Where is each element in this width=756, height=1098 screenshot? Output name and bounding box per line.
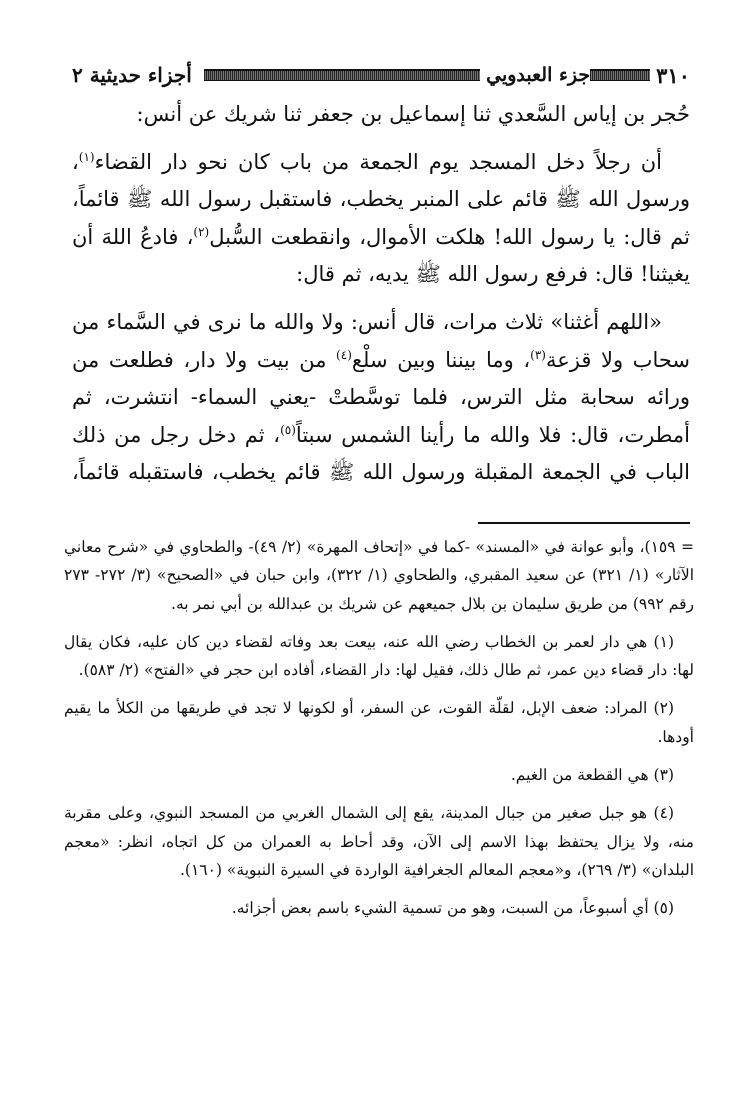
footnote-ref: (١) (78, 149, 95, 164)
paragraph-text: ، فادعُ اللهَ أن يغيثنا! قال: فرفع رسول الله ﷺ يديه، ثم قال: (72, 224, 690, 287)
isnad-text: حُجر بن إياس السَّعدي ثنا إسماعيل بن جعفر ثنا شريك عن أنس: (136, 102, 690, 126)
footnote-3: (٣) هي القطعة من الغيم. (510, 766, 674, 785)
paragraph-text: «اللهم أغثنا» ثلاث مرات، قال أنس: ولا والله ما نرى في السَّماء من سحاب ولا قزعة (72, 309, 690, 372)
paragraph-text: ، ثم دخل رجل من ذلك الباب في الجمعة المقبلة ورسول الله ﷺ قائم يخطب، فاستقبله قائماً، (72, 422, 690, 485)
paragraph-text: ، ورسول الله ﷺ قائم على المنبر يخطب، فاستقبل رسول الله ﷺ قائماً، ثم قال: يا رسول الله! هلكت الأموال، وانقطعت السُّبل (72, 149, 690, 249)
main-text (72, 96, 690, 492)
footnote-ref: (٥) (280, 422, 296, 437)
paragraph-text: ، وما بيننا وبين سلْع (351, 347, 531, 372)
footnote-ref: (٢) (193, 224, 210, 239)
page-number: ٣١٠ (656, 62, 690, 88)
footnote-separator (478, 522, 690, 524)
footnote-2: (٢) المراد: ضعف الإبل، لقلّة القوت، عن السفر، أو لكونها لا تجد في طريقها من الكلأ ما يقيم أودها. (64, 699, 694, 746)
footnote-4: (٤) هو جبل صغير من جبال المدينة، يقع إلى الشمال الغربي من المسجد النبوي، وعلى مقربة منه، ولا يزال يحتفظ بهذا الاسم إلى الآن، وقد أحاط به العمران من كل اتجاه، انظر: «معجم البلدان» (٣/ ٢٦٩)، و«معجم المعالم الجغرافية الواردة في السيرة النبوية» (١٦٠). (64, 804, 694, 879)
book-title: جزء العبدويي (486, 64, 591, 86)
hadith-paragraph (72, 304, 690, 492)
series-title: أجزاء حديثية ٢ (72, 63, 192, 87)
isnad-line (72, 96, 690, 134)
header-ornament-rule (590, 69, 650, 81)
footnotes (64, 533, 694, 923)
footnote-1: (١) هي دار لعمر بن الخطاب رضي الله عنه، بيعت بعد وفاته لقضاء دين كان عليه، فكان يقال لها: دار قضاء دين عمر، ثم طال ذلك، فقيل لها: دار القضاء، أفاده ابن حجر في «الفتح» (٢/ ٥٨٣). (64, 632, 694, 680)
footnote-continuation: = ١٥٩)، وأبو عوانة في «المسند» -كما في «إتحاف المهرة» (٢/ ٤٩)- والطحاوي في «شرح معاني الآثار» (١/ ٣٢١) عن سعيد المقبري، والطحاوي (١/ ٣٢٢)، وابن حبان في «الصحيح» (٣/ ٢٧٢- ٢٧٣ رقم ٩٩٢) من طريق سليمان بن بلال جميعهم عن شريك بن عبدالله بن أبي نمر به. (64, 538, 695, 613)
paragraph-text: من بيت ولا دار، فطلعت من ورائه سحابة مثل الترس، فلما توسَّطتْ -يعني السماء- انتشرت، ثم أمطرت، قال: فلا والله ما رأينا الشمس سبتاً (72, 347, 690, 447)
footnote-ref: (٤) (336, 347, 352, 362)
footnote-ref: (٣) (530, 347, 546, 362)
paragraph-text: أن رجلاً دخل المسجد يوم الجمعة من باب كان نحو دار القضاء (94, 149, 662, 174)
header-ornament-rule (204, 69, 480, 81)
footnote-5: (٥) أي أسبوعاً، من السبت، وهو من تسمية الشيء باسم بعض أجزائه. (231, 899, 674, 918)
hadith-paragraph (72, 144, 690, 294)
running-header (72, 58, 690, 92)
